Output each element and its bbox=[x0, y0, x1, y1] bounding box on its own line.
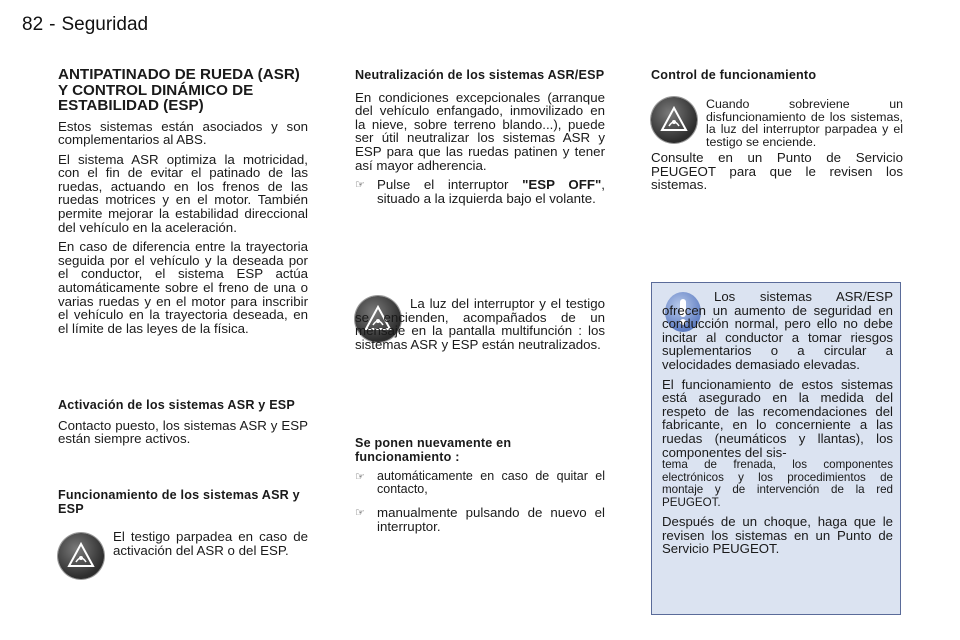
paragraph: El sistema ASR optimiza la motricidad, con el fin de evitar el patinado de las ruedas, actuando en los frenos de las ruedas motrices y en el motor. También permite mejorar la estabilidad direccional del vehículo en la aceleración. bbox=[58, 151, 308, 235]
header-dash: - bbox=[49, 14, 56, 35]
control-heading: Control de funcionamiento bbox=[651, 68, 817, 82]
list-item bbox=[355, 470, 605, 496]
column-2 bbox=[355, 69, 605, 205]
light-text: La luz del interruptor y el testigo se encienden, acompañados de un mensaje en la pantalla multifunción : los sistemas ASR y ESP están neutralizados. bbox=[355, 296, 605, 352]
paragraph: Estos sistemas están asociados y son complementarios al ABS. bbox=[58, 118, 308, 148]
paragraph: En caso de diferencia entre la trayectoria seguida por el vehículo y la deseada por el conductor, el sistema ESP actúa automáticamente sobre el freno de una o varias ruedas y en el motor para inscribir el vehículo en la trayectoria deseada, en el límite de las leyes de la física. bbox=[58, 239, 308, 336]
esp-warning-light-icon bbox=[58, 533, 104, 579]
bullet-text: , situado a la izquierda bajo el volante. bbox=[377, 177, 605, 206]
control-text: Cuando sobreviene un disfuncionamiento de los sistemas, la luz del interruptor parpadea y el testigo se enciende. bbox=[706, 97, 903, 149]
info-paragraph: El funcionamiento de estos sistemas está asegurado en la medida del respeto de las recomendaciones del fabricante, en lo concerniente a las ruedas (neumáticos y llantas), los componentes del sis- bbox=[662, 376, 893, 460]
operation-heading: Funcionamiento de los sistemas ASR y ESP bbox=[58, 488, 300, 516]
consult-block bbox=[651, 151, 903, 198]
page-number: 82 bbox=[22, 14, 44, 35]
activation-heading: Activación de los sistemas ASR y ESP bbox=[58, 398, 296, 412]
operation-text: El testigo parpadea en caso de activación del ASR o del ESP. bbox=[113, 529, 308, 558]
activation-text: Contacto puesto, los sistemas ASR y ESP están siempre activos. bbox=[58, 417, 308, 447]
control-text-block bbox=[706, 98, 903, 154]
activation-block bbox=[58, 399, 308, 452]
pointing-hand-icon: ☞ bbox=[355, 471, 365, 484]
light-text-block bbox=[355, 297, 605, 357]
operation-text-block bbox=[113, 530, 308, 563]
resume-heading: Se ponen nuevamente en funcionamiento : bbox=[355, 436, 512, 464]
pointing-hand-icon: ☞ bbox=[355, 179, 365, 192]
resume-block bbox=[355, 437, 605, 533]
bullet-text: automáticamente en caso de quitar el contacto, bbox=[377, 469, 605, 497]
consult-text: Consulte en un Punto de Servicio PEUGEOT para que le revisen los sistemas. bbox=[651, 150, 903, 193]
pointing-hand-icon: ☞ bbox=[355, 507, 365, 520]
info-box-content bbox=[662, 290, 893, 562]
info-paragraph: Los sistemas ASR/ESP ofrecen un aumento de seguridad en conducción normal, pero ello no debe incitar al conductor a tomar riesgos suplementarios o a circular a velocidades demasiado elevadas. bbox=[662, 289, 893, 372]
bullet-text: manualmente pulsando de nuevo el interruptor. bbox=[377, 505, 605, 534]
esp-warning-light-icon bbox=[651, 97, 697, 143]
page-header bbox=[22, 14, 154, 36]
neutral-text: En condiciones excepcionales (arranque del vehículo enfangado, inmovilizado en la nieve, sobre terreno blando...), puede ser útil neutralizar los sistemas ASR y ESP para que las ruedas patinen y tener así mayor adherencia. bbox=[355, 89, 605, 173]
neutral-heading: Neutralización de los sistemas ASR/ESP bbox=[355, 68, 605, 82]
column-1 bbox=[58, 67, 308, 341]
info-paragraph: tema de frenada, los componentes electrónicos y los procedimientos de montaje y de intervención de la red PEUGEOT. bbox=[662, 458, 893, 509]
section-title: Seguridad bbox=[61, 14, 149, 35]
section-heading: ANTIPATINADO DE RUEDA (ASR) Y CONTROL DINÁMICO DE ESTABILIDAD (ESP) bbox=[58, 66, 300, 114]
operation-block bbox=[58, 489, 308, 522]
info-paragraph: Después de un choque, haga que le revisen los sistemas en un Punto de Servicio PEUGEOT. bbox=[662, 514, 893, 557]
control-heading-block bbox=[651, 69, 903, 89]
list-item bbox=[355, 506, 605, 533]
esp-off-label: "ESP OFF" bbox=[522, 177, 602, 193]
list-item bbox=[355, 178, 605, 205]
bullet-text: Pulse el interruptor bbox=[377, 177, 509, 193]
